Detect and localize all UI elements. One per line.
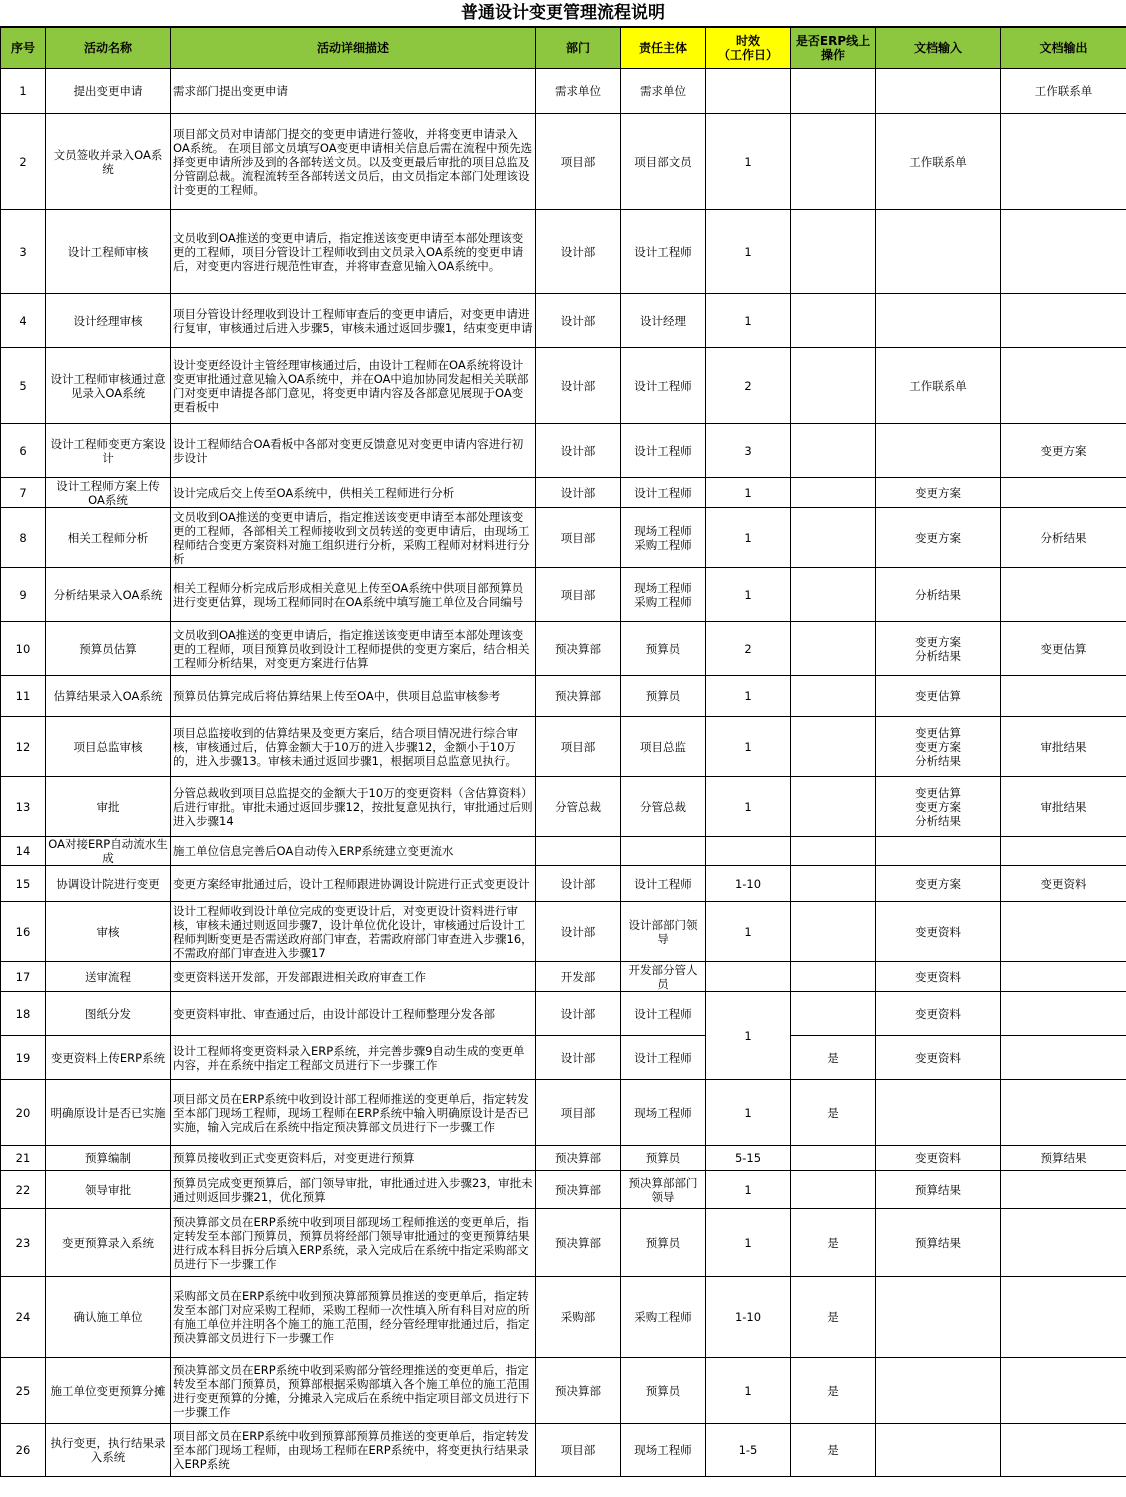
activity-name: 分析结果录入OA系统 — [46, 568, 171, 622]
header-input: 文档输入 — [876, 28, 1001, 69]
time-limit: 2 — [706, 622, 791, 676]
document-input: 变更资料 — [876, 992, 1001, 1036]
document-input: 变更资料 — [876, 1146, 1001, 1171]
document-input — [876, 837, 1001, 866]
time-limit: 1 — [706, 1358, 791, 1424]
activity-description: 项目部文员对申请部门提交的变更申请进行签收，并将变更申请录入OA系统。 在项目部文员填写OA变更申请相关信息后需在流程中预先选择变更申请所涉及到的各部转送文员。以及变更最后审批的项目总监及分管副总裁。流程流转至各部转送文员后，由文员指定本部门处理该设计变更的工程师。 — [171, 114, 536, 210]
row-number: 19 — [1, 1036, 46, 1080]
table-row — [1, 1171, 1126, 1209]
header-erp: 是否ERP线上操作 — [791, 28, 876, 69]
table-row — [1, 69, 1126, 114]
responsible-party: 采购工程师 — [621, 1277, 706, 1358]
responsible-party: 设计工程师 — [621, 866, 706, 902]
header-no: 序号 — [1, 28, 46, 69]
department: 设计部 — [536, 478, 621, 508]
table-row — [1, 676, 1126, 717]
erp-online — [791, 1146, 876, 1171]
department: 设计部 — [536, 424, 621, 478]
activity-description: 项目部文员在ERP系统中收到设计部工程师推送的变更单后，指定转发至本部门现场工程师，现场工程师在ERP系统中输入明确原设计是否已实施，输入完成后在系统中指定预决算部文员进行下一步骤工作 — [171, 1080, 536, 1146]
activity-description: 需求部门提出变更申请 — [171, 69, 536, 114]
responsible-party: 预算员 — [621, 1209, 706, 1277]
document-output — [1001, 1036, 1126, 1080]
activity-name: 领导审批 — [46, 1171, 171, 1209]
row-number: 9 — [1, 568, 46, 622]
row-number: 15 — [1, 866, 46, 902]
activity-name: 项目总监审核 — [46, 717, 171, 777]
process-table — [0, 27, 1126, 1477]
department: 预决算部 — [536, 1171, 621, 1209]
erp-online — [791, 1171, 876, 1209]
document-input — [876, 1080, 1001, 1146]
document-output — [1001, 992, 1126, 1036]
row-number: 10 — [1, 622, 46, 676]
department: 项目部 — [536, 1080, 621, 1146]
document-output — [1001, 210, 1126, 294]
responsible-party: 分管总裁 — [621, 777, 706, 837]
document-output — [1001, 962, 1126, 992]
activity-name: 确认施工单位 — [46, 1277, 171, 1358]
activity-description: 设计变更经设计主管经理审核通过后，由设计工程师在OA系统将设计变更审批通过意见输入OA系统中，并在OA中追加协同发起相关关联部门对变更申请提各部门意见，将变更申请内容及各部意见展现于OA变更看板中 — [171, 348, 536, 424]
document-output — [1001, 1171, 1126, 1209]
erp-online — [791, 717, 876, 777]
document-output — [1001, 902, 1126, 962]
activity-name: OA对接ERP自动流水生成 — [46, 837, 171, 866]
table-row — [1, 717, 1126, 777]
activity-description: 变更资料送开发部，开发部跟进相关政府审查工作 — [171, 962, 536, 992]
document-output — [1001, 1080, 1126, 1146]
row-number: 5 — [1, 348, 46, 424]
row-number: 13 — [1, 777, 46, 837]
page-title: 普通设计变更管理流程说明 — [0, 0, 1126, 27]
row-number: 3 — [1, 210, 46, 294]
table-row — [1, 1277, 1126, 1358]
department: 项目部 — [536, 114, 621, 210]
activity-description: 相关工程师分析完成后形成相关意见上传至OA系统中供项目部预算员进行变更估算，现场工程师同时在OA系统中填写施工单位及合同编号 — [171, 568, 536, 622]
responsible-party: 项目总监 — [621, 717, 706, 777]
header-output: 文档输出 — [1001, 28, 1126, 69]
department: 项目部 — [536, 508, 621, 568]
department: 预决算部 — [536, 676, 621, 717]
time-limit: 1-10 — [706, 1277, 791, 1358]
activity-description: 设计工程师结合OA看板中各部对变更反馈意见对变更申请内容进行初步设计 — [171, 424, 536, 478]
activity-description: 变更资料审批、审查通过后，由设计部设计工程师整理分发各部 — [171, 992, 536, 1036]
activity-description: 项目部文员在ERP系统中收到预算部预算员推送的变更单后，指定转发至本部门现场工程师，由现场工程师在ERP系统中，将变更执行结果录入ERP系统 — [171, 1424, 536, 1477]
row-number: 23 — [1, 1209, 46, 1277]
document-input: 预算结果 — [876, 1209, 1001, 1277]
erp-online — [791, 69, 876, 114]
document-output — [1001, 478, 1126, 508]
document-input: 变更估算 — [876, 676, 1001, 717]
document-output — [1001, 1209, 1126, 1277]
responsible-party: 现场工程师 采购工程师 — [621, 508, 706, 568]
responsible-party: 设计工程师 — [621, 424, 706, 478]
department: 项目部 — [536, 717, 621, 777]
erp-online — [791, 866, 876, 902]
header-owner: 责任主体 — [621, 28, 706, 69]
activity-name: 设计工程师变更方案设计 — [46, 424, 171, 478]
document-input — [876, 294, 1001, 348]
header-time: 时效 （工作日） — [706, 28, 791, 69]
time-limit: 1 — [706, 717, 791, 777]
document-input: 预算结果 — [876, 1171, 1001, 1209]
responsible-party: 设计部部门领导 — [621, 902, 706, 962]
document-input: 变更估算 变更方案 分析结果 — [876, 717, 1001, 777]
time-limit: 1 — [706, 478, 791, 508]
activity-name: 估算结果录入OA系统 — [46, 676, 171, 717]
department: 预决算部 — [536, 1358, 621, 1424]
document-input: 工作联系单 — [876, 114, 1001, 210]
activity-name: 明确原设计是否已实施 — [46, 1080, 171, 1146]
activity-description: 文员收到OA推送的变更申请后，指定推送该变更申请至本部处理该变更的工程师，项目预算员收到设计工程师提供的变更方案后，结合相关工程师分析结果，对变更方案进行估算 — [171, 622, 536, 676]
responsible-party: 设计工程师 — [621, 210, 706, 294]
row-number: 22 — [1, 1171, 46, 1209]
activity-name: 提出变更申请 — [46, 69, 171, 114]
activity-name: 设计经理审核 — [46, 294, 171, 348]
row-number: 2 — [1, 114, 46, 210]
erp-online — [791, 508, 876, 568]
document-input: 工作联系单 — [876, 348, 1001, 424]
erp-online — [791, 294, 876, 348]
row-number: 21 — [1, 1146, 46, 1171]
responsible-party — [621, 837, 706, 866]
responsible-party: 现场工程师 — [621, 1080, 706, 1146]
activity-name: 文员签收并录入OA系统 — [46, 114, 171, 210]
document-output: 分析结果 — [1001, 508, 1126, 568]
document-input: 变更资料 — [876, 902, 1001, 962]
row-number: 6 — [1, 424, 46, 478]
table-row — [1, 1080, 1126, 1146]
time-limit — [706, 962, 791, 992]
time-limit — [706, 69, 791, 114]
responsible-party: 现场工程师 — [621, 1424, 706, 1477]
document-input: 变更资料 — [876, 1036, 1001, 1080]
activity-name: 审核 — [46, 902, 171, 962]
activity-name: 变更资料上传ERP系统 — [46, 1036, 171, 1080]
document-output — [1001, 1358, 1126, 1424]
department: 开发部 — [536, 962, 621, 992]
activity-description: 设计工程师收到设计单位完成的变更设计后，对变更设计资料进行审核，审核未通过则返回步骤7，设计单位优化设计，审核通过后设计工程师判断变更是否需送政府部门审查，若需政府部门审查进入步骤16，不需政府部门审查进入步骤17 — [171, 902, 536, 962]
responsible-party: 设计工程师 — [621, 348, 706, 424]
time-limit: 1 — [706, 992, 791, 1080]
responsible-party: 预决算部部门领导 — [621, 1171, 706, 1209]
row-number: 1 — [1, 69, 46, 114]
document-input: 变更方案 分析结果 — [876, 622, 1001, 676]
activity-name: 协调设计院进行变更 — [46, 866, 171, 902]
responsible-party: 设计工程师 — [621, 992, 706, 1036]
department: 设计部 — [536, 902, 621, 962]
erp-online — [791, 992, 876, 1036]
time-limit: 1 — [706, 777, 791, 837]
time-limit: 1 — [706, 114, 791, 210]
table-row — [1, 1036, 1126, 1080]
erp-online — [791, 676, 876, 717]
table-row — [1, 622, 1126, 676]
time-limit: 5-15 — [706, 1146, 791, 1171]
row-number: 12 — [1, 717, 46, 777]
department: 设计部 — [536, 992, 621, 1036]
document-input — [876, 210, 1001, 294]
activity-name: 图纸分发 — [46, 992, 171, 1036]
activity-name: 审批 — [46, 777, 171, 837]
time-limit: 1 — [706, 294, 791, 348]
erp-online — [791, 424, 876, 478]
header-dept: 部门 — [536, 28, 621, 69]
erp-online — [791, 348, 876, 424]
time-limit: 1 — [706, 568, 791, 622]
time-limit: 1 — [706, 1209, 791, 1277]
table-row — [1, 992, 1126, 1036]
time-limit: 1-5 — [706, 1424, 791, 1477]
document-input — [876, 1424, 1001, 1477]
erp-online — [791, 114, 876, 210]
activity-description: 项目总监接收到的估算结果及变更方案后，结合项目情况进行综合审核，审核通过后，估算金额大于10万的进入步骤12，金额小于10万的，进入步骤13。审核未通过返回步骤1，根据项目总监意见执行。 — [171, 717, 536, 777]
row-number: 26 — [1, 1424, 46, 1477]
activity-description: 变更方案经审批通过后，设计工程师跟进协调设计院进行正式变更设计 — [171, 866, 536, 902]
row-number: 18 — [1, 992, 46, 1036]
row-number: 25 — [1, 1358, 46, 1424]
activity-name: 预算员估算 — [46, 622, 171, 676]
document-input — [876, 69, 1001, 114]
department: 设计部 — [536, 210, 621, 294]
responsible-party: 需求单位 — [621, 69, 706, 114]
activity-description: 预算员估算完成后将估算结果上传至OA中，供项目总监审核参考 — [171, 676, 536, 717]
table-row — [1, 1146, 1126, 1171]
document-input: 变更估算 变更方案 分析结果 — [876, 777, 1001, 837]
table-row — [1, 508, 1126, 568]
header-desc: 活动详细描述 — [171, 28, 536, 69]
document-output — [1001, 676, 1126, 717]
time-limit: 1 — [706, 676, 791, 717]
document-input — [876, 1277, 1001, 1358]
header-name: 活动名称 — [46, 28, 171, 69]
erp-online — [791, 478, 876, 508]
erp-online: 是 — [791, 1080, 876, 1146]
activity-name: 变更预算录入系统 — [46, 1209, 171, 1277]
document-input — [876, 1358, 1001, 1424]
table-row — [1, 210, 1126, 294]
activity-description: 预决算部文员在ERP系统中收到项目部现场工程师推送的变更单后，指定转发至本部门预算员，预算员将经部门领导审批通过的变更预算结果进行成本科目拆分后填入ERP系统，录入完成后在系统中指定采购部文员进行下一步骤工作 — [171, 1209, 536, 1277]
department: 项目部 — [536, 1424, 621, 1477]
department: 预决算部 — [536, 622, 621, 676]
header-row — [1, 28, 1126, 69]
department: 预决算部 — [536, 1146, 621, 1171]
table-row — [1, 902, 1126, 962]
erp-online — [791, 622, 876, 676]
activity-description: 项目分管设计经理收到设计工程师审查后的变更申请后，对变更申请进行复审，审核通过后进入步骤5，审核未通过返回步骤1，结束变更申请 — [171, 294, 536, 348]
document-input — [876, 424, 1001, 478]
erp-online: 是 — [791, 1358, 876, 1424]
time-limit: 1 — [706, 508, 791, 568]
department: 设计部 — [536, 866, 621, 902]
erp-online: 是 — [791, 1424, 876, 1477]
department: 需求单位 — [536, 69, 621, 114]
activity-name: 相关工程师分析 — [46, 508, 171, 568]
responsible-party: 设计工程师 — [621, 1036, 706, 1080]
table-row — [1, 1209, 1126, 1277]
document-input: 分析结果 — [876, 568, 1001, 622]
responsible-party: 设计经理 — [621, 294, 706, 348]
row-number: 11 — [1, 676, 46, 717]
activity-name: 预算编制 — [46, 1146, 171, 1171]
time-limit: 1 — [706, 1080, 791, 1146]
activity-name: 施工单位变更预算分摊 — [46, 1358, 171, 1424]
document-input: 变更资料 — [876, 962, 1001, 992]
responsible-party: 预算员 — [621, 1358, 706, 1424]
activity-name: 设计工程师方案上传OA系统 — [46, 478, 171, 508]
responsible-party: 预算员 — [621, 676, 706, 717]
erp-online — [791, 902, 876, 962]
responsible-party: 开发部分管人员 — [621, 962, 706, 992]
table-row — [1, 866, 1126, 902]
row-number: 20 — [1, 1080, 46, 1146]
responsible-party: 项目部文员 — [621, 114, 706, 210]
responsible-party: 现场工程师 采购工程师 — [621, 568, 706, 622]
document-output — [1001, 1424, 1126, 1477]
erp-online — [791, 568, 876, 622]
activity-name: 设计工程师审核通过意见录入OA系统 — [46, 348, 171, 424]
document-input: 变更方案 — [876, 508, 1001, 568]
document-output: 工作联系单 — [1001, 69, 1126, 114]
row-number: 14 — [1, 837, 46, 866]
row-number: 7 — [1, 478, 46, 508]
document-output — [1001, 1277, 1126, 1358]
document-output: 审批结果 — [1001, 777, 1126, 837]
erp-online: 是 — [791, 1209, 876, 1277]
document-output — [1001, 114, 1126, 210]
activity-description: 设计工程师将变更资料录入ERP系统，并完善步骤9自动生成的变更单内容，并在系统中指定工程部文员进行下一步骤工作 — [171, 1036, 536, 1080]
department: 设计部 — [536, 294, 621, 348]
time-limit — [706, 837, 791, 866]
activity-description: 预决算部文员在ERP系统中收到采购部分管经理推送的变更单后，指定转发至本部门预算员，预算部根据采购部填入各个施工单位的施工范围进行变更预算的分摊，分摊录入完成后在系统中指定项目部文员进行下一步骤工作 — [171, 1358, 536, 1424]
erp-online — [791, 210, 876, 294]
table-row — [1, 478, 1126, 508]
department — [536, 837, 621, 866]
activity-name: 执行变更，执行结果录入系统 — [46, 1424, 171, 1477]
responsible-party: 预算员 — [621, 622, 706, 676]
document-output: 变更资料 — [1001, 866, 1126, 902]
table-row — [1, 837, 1126, 866]
time-limit: 1 — [706, 210, 791, 294]
erp-online — [791, 837, 876, 866]
table-row — [1, 114, 1126, 210]
responsible-party: 预算员 — [621, 1146, 706, 1171]
table-row — [1, 1424, 1126, 1477]
row-number: 16 — [1, 902, 46, 962]
department: 项目部 — [536, 568, 621, 622]
department: 采购部 — [536, 1277, 621, 1358]
time-limit: 1 — [706, 902, 791, 962]
erp-online: 是 — [791, 1036, 876, 1080]
activity-description: 分管总裁收到项目总监提交的金额大于10万的变更资料（含估算资料）后进行审批。审批未通过返回步骤12，按批复意见执行，审批通过后则进入步骤14 — [171, 777, 536, 837]
department: 分管总裁 — [536, 777, 621, 837]
table-row — [1, 424, 1126, 478]
activity-description: 采购部文员在ERP系统中收到预决算部预算员推送的变更单后，指定转发至本部门对应采购工程师，采购工程师一次性填入所有科目对应的所有施工单位并注明各个施工的施工范围，经分管经理审批通过后，指定预决算部文员进行下一步骤工作 — [171, 1277, 536, 1358]
table-row — [1, 348, 1126, 424]
document-output — [1001, 837, 1126, 866]
erp-online — [791, 777, 876, 837]
document-output: 审批结果 — [1001, 717, 1126, 777]
activity-description: 设计完成后交上传至OA系统中，供相关工程师进行分析 — [171, 478, 536, 508]
table-row — [1, 1358, 1126, 1424]
document-output — [1001, 568, 1126, 622]
activity-name: 设计工程师审核 — [46, 210, 171, 294]
activity-description: 文员收到OA推送的变更申请后，指定推送该变更申请至本部处理该变更的工程师，项目分管设计工程师收到由文员录入OA系统的变更申请后，对变更内容进行规范性审查，并将审查意见输入OA系统中。 — [171, 210, 536, 294]
activity-description: 预算员接收到正式变更资料后，对变更进行预算 — [171, 1146, 536, 1171]
table-row — [1, 568, 1126, 622]
activity-description: 施工单位信息完善后OA自动传入ERP系统建立变更流水 — [171, 837, 536, 866]
document-output: 预算结果 — [1001, 1146, 1126, 1171]
document-output — [1001, 348, 1126, 424]
row-number: 17 — [1, 962, 46, 992]
table-row — [1, 777, 1126, 837]
row-number: 24 — [1, 1277, 46, 1358]
time-limit: 1-10 — [706, 866, 791, 902]
activity-name: 送审流程 — [46, 962, 171, 992]
document-output: 变更方案 — [1001, 424, 1126, 478]
responsible-party: 设计工程师 — [621, 478, 706, 508]
table-row — [1, 962, 1126, 992]
table-row — [1, 294, 1126, 348]
activity-description: 预算员完成变更预算后，部门领导审批，审批通过进入步骤23，审批未通过则返回步骤21，优化预算 — [171, 1171, 536, 1209]
document-output: 变更估算 — [1001, 622, 1126, 676]
erp-online — [791, 962, 876, 992]
time-limit: 1 — [706, 1171, 791, 1209]
department: 设计部 — [536, 1036, 621, 1080]
document-output — [1001, 294, 1126, 348]
time-limit: 2 — [706, 348, 791, 424]
time-limit: 3 — [706, 424, 791, 478]
document-input: 变更方案 — [876, 478, 1001, 508]
department: 设计部 — [536, 348, 621, 424]
row-number: 8 — [1, 508, 46, 568]
document-input: 变更方案 — [876, 866, 1001, 902]
department: 预决算部 — [536, 1209, 621, 1277]
activity-description: 文员收到OA推送的变更申请后，指定推送该变更申请至本部处理该变更的工程师，各部相关工程师接收到文员转送的变更申请后，由现场工程师结合变更方案资料对施工组织进行分析，采购工程师对材料进行分析 — [171, 508, 536, 568]
row-number: 4 — [1, 294, 46, 348]
erp-online: 是 — [791, 1277, 876, 1358]
